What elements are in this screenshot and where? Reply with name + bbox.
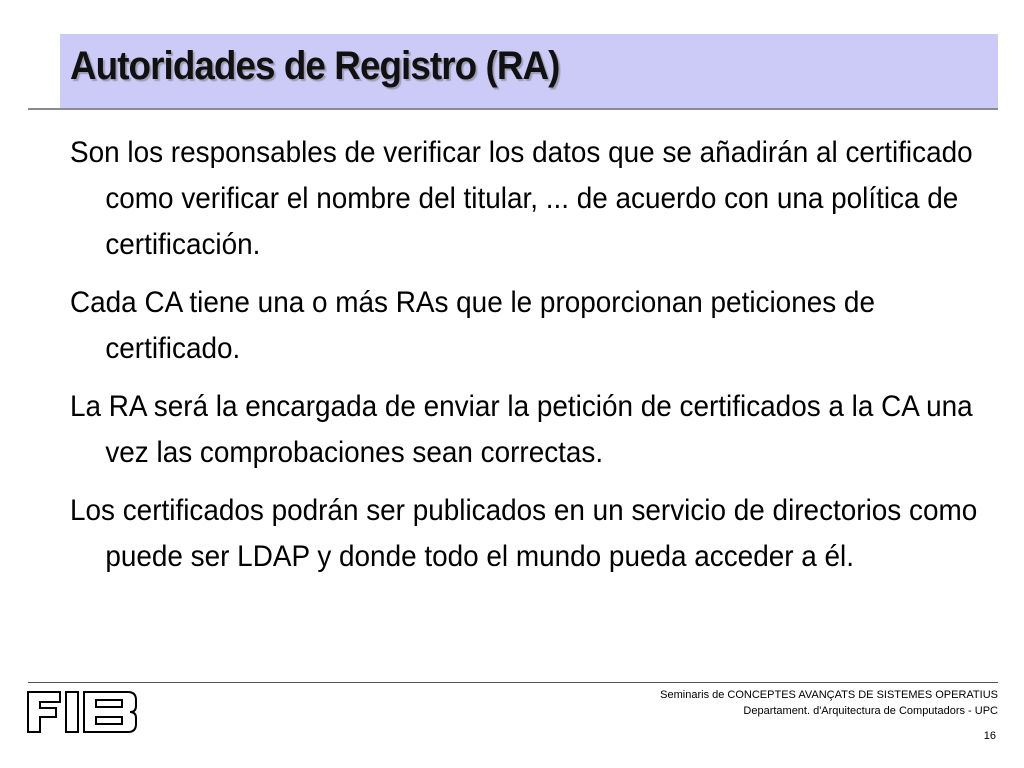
footer-department: Departament. d'Arquitectura de Computadors - UPC [743,705,998,717]
footer-divider [28,682,998,683]
title-divider [28,108,998,110]
slide-title: Autoridades de Registro (RA) [70,44,560,88]
fib-logo [26,690,138,739]
bullet-paragraph-3: La RA será la encargada de enviar la petición de certificados a la CA una vez las comprobaciones sean correctas. [70,390,973,469]
bullet-paragraph-2: Cada CA tiene una o más RAs que le proporcionan peticiones de certificado. [70,286,875,365]
page-number: 16 [983,730,996,742]
footer-course-name: Seminaris de CONCEPTES AVANÇATS DE SISTEMES OPERATIUS [660,689,998,701]
fib-logo-graphic [26,690,138,734]
bullet-paragraph-4: Los certificados podrán ser publicados en un servicio de directorios como puede ser LDAP y donde todo el mundo pueda acceder a él. [70,494,978,573]
slide-body [70,130,990,592]
bullet-paragraph-1: Son los responsables de verificar los datos que se añadirán al certificado como verificar el nombre del titular, ... de acuerdo con una política de certificación. [70,136,973,261]
